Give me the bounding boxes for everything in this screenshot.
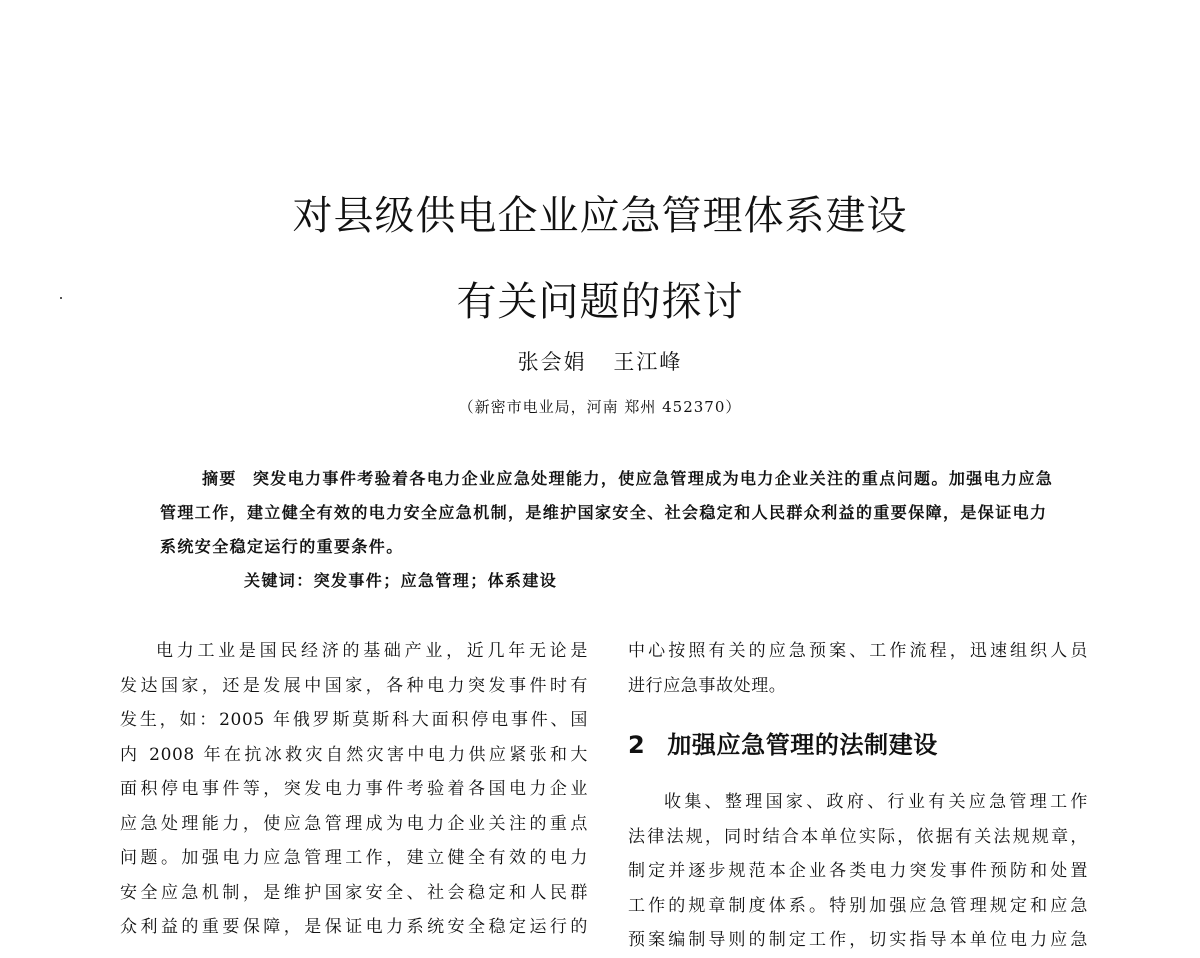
body-line: 发生，如：2005 年俄罗斯莫斯科大面积停电事件、国 [120,710,588,730]
keywords-label: 关键词： [244,571,314,590]
body-line: 中心按照有关的应急预案、工作流程，迅速组织人员 [628,641,1088,661]
body-line: 问题。加强电力应急管理工作，建立健全有效的电力 [120,848,588,868]
body-line: 众利益的重要保障，是保证电力系统安全稳定运行的 [120,917,588,937]
body-line: 法律法规，同时结合本单位实际，依据有关法规规章， [628,826,1088,847]
keywords-text: 突发事件；应急管理；体系建设 [313,571,558,590]
title-line-1: 对县级供电企业应急管理体系建设 [292,193,908,239]
abstract-text: 突发电力事件考验着各电力企业应急处理能力，使应急管理成为电力企业关注的重点问题。加强电力应急管理工作，建立健全有效的电力安全应急机制，是维护国家安全、社会稳定和人民群众利益的重要保障，是保证电力系统安全稳定运行的重要条件。 [160,469,1054,556]
section-heading [628,725,1088,765]
body-line: 电力工业是国民经济的基础产业，近几年无论是 [156,641,588,661]
section-number: 2 [628,731,646,759]
right-column [628,634,1088,958]
left-column [120,634,588,945]
abstract-label: 摘要 [202,469,237,488]
body-line: 发达国家，还是发展中国家，各种电力突发事件时有 [120,675,588,696]
keywords-line [160,564,1060,598]
body-line: 安全应急机制，是维护国家安全、社会稳定和人民群 [120,882,588,903]
body-line: 进行应急事故处理。 [628,675,787,696]
body-line: 内 2008 年在抗冰救灾自然灾害中电力供应紧张和大 [120,744,588,765]
abstract-block [160,462,1060,598]
section-title: 加强应急管理的法制建设 [667,731,938,759]
body-line: 收集、整理国家、政府、行业有关应急管理工作 [664,792,1088,812]
title-line-2: 有关问题的探讨 [456,279,744,325]
body-line: 预案编制导则的制定工作，切实指导本单位电力应急 [628,930,1088,950]
body-line: 应急处理能力，使应急管理成为电力企业关注的重点 [120,813,588,834]
affiliation: （新密市电业局，河南 郑州 452370） [458,398,742,416]
body-line: 面积停电事件等，突发电力事件考验着各国电力企业 [120,779,588,799]
authors: 张会娟 王江峰 [517,350,683,374]
abstract-paragraph [160,462,1060,564]
body-line: 制定并逐步规范本企业各类电力突发事件预防和处置 [628,861,1088,881]
body-line: 工作的规章制度体系。特别加强应急管理规定和应急 [628,895,1088,916]
